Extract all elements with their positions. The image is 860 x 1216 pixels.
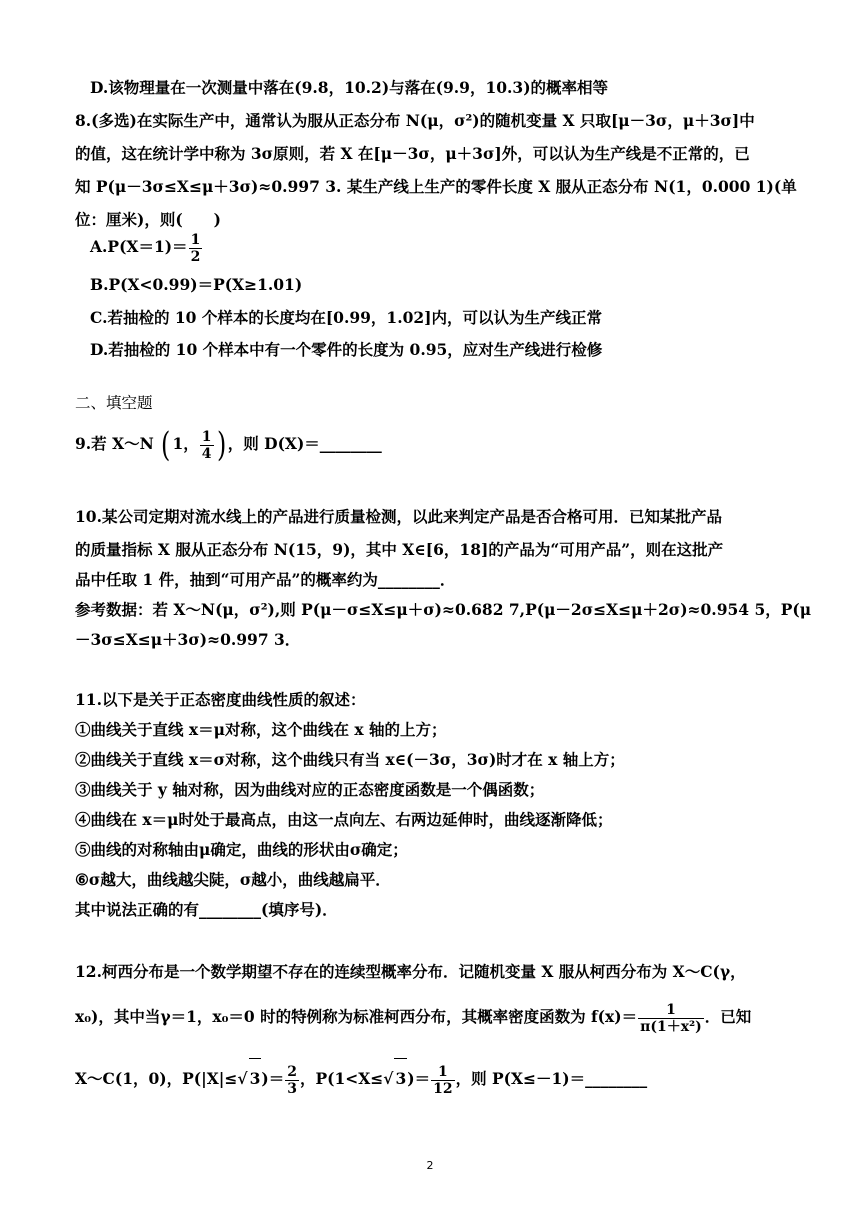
q12-line-3-part-d: )＝ <box>407 1069 431 1088</box>
q8-option-c: C.若抽检的 10 个样本的长度均在[0.99，1.02]内，可以认为生产线正常 <box>90 308 602 327</box>
sqrt-icon: √ <box>383 1069 394 1088</box>
q12-line-3-part-c: ，P(1<X≤ <box>299 1069 384 1088</box>
q12-line-3 <box>75 1058 647 1099</box>
q12-line-2 <box>75 997 751 1037</box>
q11-item-4: ④曲线在 x＝μ时处于最高点，由这一点向左、右两边延伸时，曲线逐渐降低； <box>75 810 613 829</box>
fraction-denominator: 12 <box>433 1080 453 1097</box>
fraction <box>200 429 214 462</box>
fraction <box>285 1064 299 1097</box>
page-number: 2 <box>426 1159 434 1172</box>
sqrt-icon: √ <box>237 1069 248 1088</box>
q9-suffix: ，则 D(X)＝________ <box>227 434 382 453</box>
q8-stem-line-4: 位：厘米)，则( ) <box>75 210 222 229</box>
q8-stem-line-1: 8.(多选)在实际生产中，通常认为服从正态分布 N(μ，σ²)的随机变量 X 只取[μ－3σ，μ＋3σ]中 <box>75 111 755 130</box>
fraction-denominator: 4 <box>201 445 212 462</box>
fraction <box>189 232 203 265</box>
fraction-numerator: 2 <box>287 1063 297 1080</box>
q10-reference-line-1: 参考数据：若 X～N(μ，σ²),则 P(μ－σ≤X≤μ＋σ)≈0.682 7,P(μ－2σ≤X≤μ＋2σ)≈0.954 5，P(μ <box>75 600 812 619</box>
q10-reference-line-2: －3σ≤X≤μ＋3σ)≈0.997 3． <box>75 630 301 649</box>
fraction-denominator: 3 <box>287 1080 297 1097</box>
fraction <box>431 1064 454 1097</box>
q12-line-1: 12.柯西分布是一个数学期望不存在的连续型概率分布．记随机变量 X 服从柯西分布为 X～C(γ， <box>75 962 746 981</box>
q8-option-d: D.若抽检的 10 个样本中有一个零件的长度为 0.95，应对生产线进行检修 <box>90 340 603 359</box>
fraction-numerator: 1 <box>638 1002 704 1019</box>
q11-item-6: ⑥σ越大，曲线越尖陡，σ越小，曲线越扁平． <box>75 870 391 889</box>
fraction <box>638 1002 704 1035</box>
fraction-denominator: 2 <box>190 248 201 265</box>
q10-line-2: 的质量指标 X 服从正态分布 N(15，9)，其中 X∈[6，18]的产品为“可用产品”，则在这批产 <box>75 540 724 559</box>
sqrt-radicand: 3 <box>249 1058 262 1099</box>
q12-line-2-prefix: x₀)，其中当γ＝1，x₀＝0 时的特例称为标准柯西分布，其概率密度函数为 f(x)＝ <box>75 1007 638 1026</box>
q9-inner-prefix: 1， <box>172 434 199 453</box>
left-paren: ( <box>161 425 171 465</box>
q11-item-3: ③曲线关于 y 轴对称，因为曲线对应的正态密度函数是一个偶函数； <box>75 780 545 799</box>
fraction-denominator: π(1＋x²) <box>640 1018 702 1035</box>
right-paren: ) <box>216 425 226 465</box>
q11-stem: 11.以下是关于正态密度曲线性质的叙述： <box>75 690 366 709</box>
sqrt-radicand: 3 <box>394 1058 407 1099</box>
q11-item-1: ①曲线关于直线 x＝μ对称，这个曲线在 x 轴的上方； <box>75 720 447 739</box>
fraction-numerator: 1 <box>201 428 212 445</box>
q12-line-3-part-a: X～C(1，0)，P(|X|≤ <box>75 1069 238 1088</box>
fraction-numerator: 1 <box>190 231 201 248</box>
section-title: 二、填空题 <box>75 394 153 412</box>
q8-option-a-prefix: A.P(X＝1)＝ <box>90 237 188 256</box>
fraction-numerator: 1 <box>431 1064 454 1081</box>
q10-line-1: 10.某公司定期对流水线上的产品进行质量检测，以此来判定产品是否合格可用．已知某批产品 <box>75 507 722 526</box>
q9-line <box>75 424 382 464</box>
q11-question: 其中说法正确的有________(填序号)． <box>75 900 338 919</box>
q8-stem-line-3: 知 P(μ－3σ≤X≤μ＋3σ)≈0.997 3. 某生产线上生产的零件长度 X 服从正态分布 N(1，0.000 1)(单 <box>75 177 797 196</box>
q8-option-b: B.P(X<0.99)＝P(X≥1.01) <box>90 275 303 294</box>
q12-line-2-suffix: ．已知 <box>704 1007 752 1026</box>
q7-option-d: D.该物理量在一次测量中落在(9.8，10.2)与落在(9.9，10.3)的概率相等 <box>90 78 609 97</box>
q8-stem-line-2: 的值，这在统计学中称为 3σ原则，若 X 在[μ－3σ，μ＋3σ]外，可以认为生产线是不正常的，已 <box>75 144 750 163</box>
q11-item-2: ②曲线关于直线 x＝σ对称，这个曲线只有当 x∈(－3σ，3σ)时才在 x 轴上方； <box>75 750 625 769</box>
q8-option-a <box>90 230 203 265</box>
q9-prefix: 9.若 X～N <box>75 434 154 453</box>
q12-line-3-part-b: )＝ <box>261 1069 285 1088</box>
q12-line-3-part-e: ，则 P(X≤－1)＝________ <box>455 1069 648 1088</box>
q10-line-3: 品中任取 1 件，抽到“可用产品”的概率约为________． <box>75 570 456 589</box>
q11-item-5: ⑤曲线的对称轴由μ确定，曲线的形状由σ确定； <box>75 840 408 859</box>
